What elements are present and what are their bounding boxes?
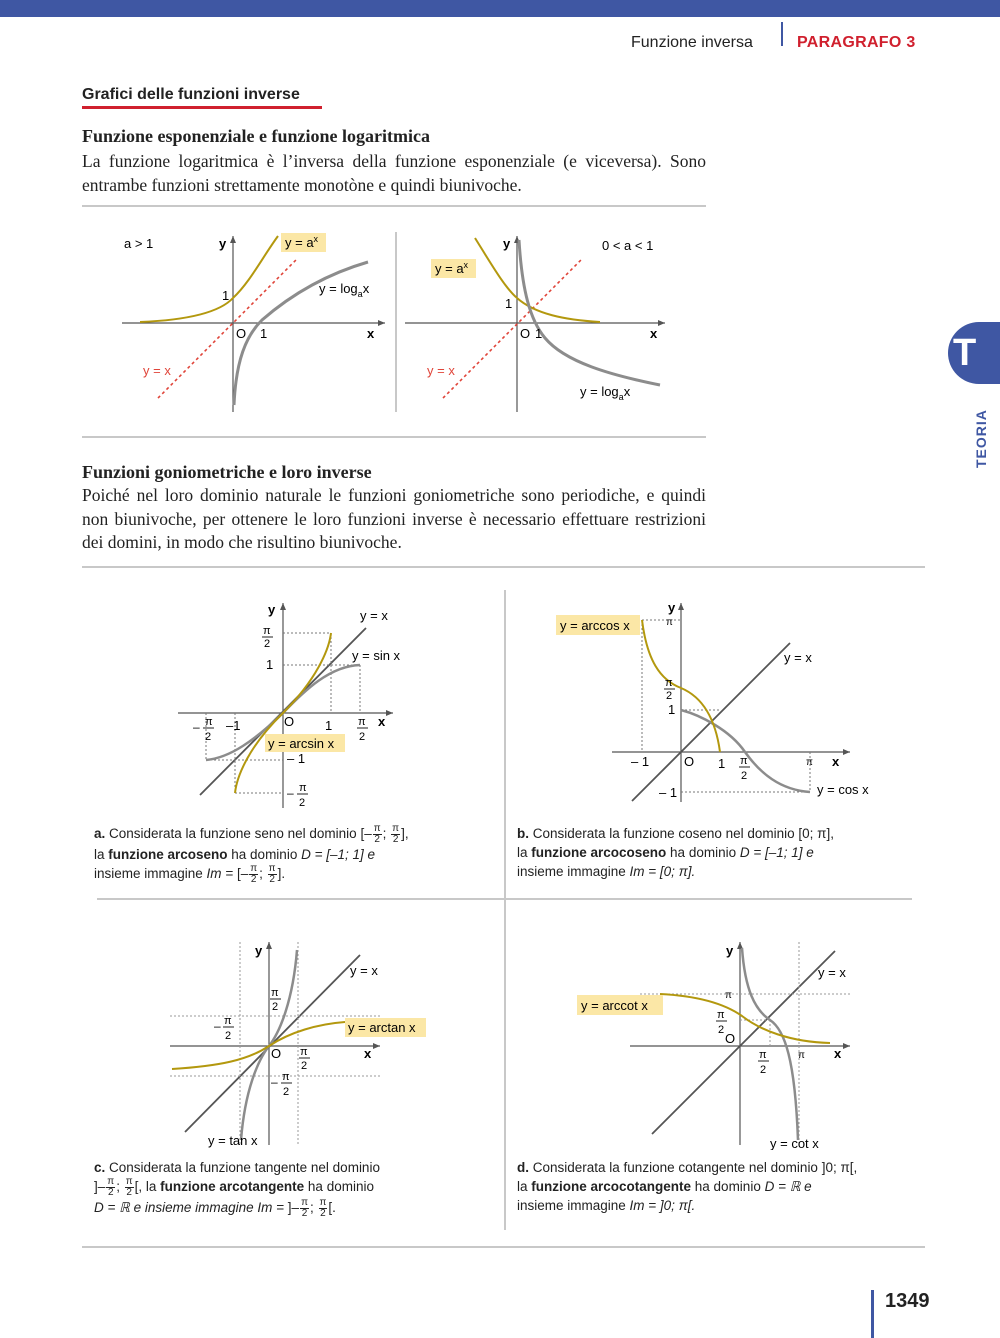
line-y-equals-x [652,951,835,1134]
y-minus-one-label: – 1 [659,785,678,800]
divider [97,898,912,900]
x-axis-label: x [367,326,375,341]
header-topic: Funzione inversa [631,34,753,51]
graph-arccot [570,935,880,1150]
line-label: y = x [143,363,171,378]
neg-pi-half-num: π [224,1015,232,1027]
section-title-underline [82,106,322,109]
exp-log-text: La funzione logaritmica è l’inversa della funzione esponenziale (e viceversa). Sono entrambe funzioni strettamente monotòne e quindi biunivoche. [82,151,706,195]
x-pi-half-den: 2 [741,770,748,782]
origin-label: O [684,754,695,769]
x-axis-label: x [364,1046,372,1061]
divider [82,1246,925,1248]
x-one-label: 1 [535,326,543,341]
caption-b-bold: funzione arcocoseno [531,845,667,860]
y-one-label: 1 [505,296,513,311]
curve-arccotangent [660,994,830,1043]
origin-label: O [725,1031,736,1046]
neg-pi-half-sign: – [214,1019,221,1033]
side-tab-letter: T [953,332,977,374]
y-neg-pi-half-num: π [282,1071,290,1083]
graph-exp-log-a-lt-1 [400,225,700,420]
y-minus-one-label: – 1 [287,751,306,766]
curve-exponential [140,236,278,322]
y-axis-label: y [503,236,511,251]
divider [82,566,925,568]
line-label: y = x [360,608,388,623]
caption-a-text1: Considerata la funzione seno nel dominio [105,826,361,842]
top-color-bar [0,0,1000,17]
cotangent-label: y = cot x [770,1136,819,1150]
caption-d-bold: funzione arcocotangente [531,1179,692,1194]
log-label: $y = \log_ax$ [319,281,370,299]
sine-label: y = sin x [352,648,401,663]
y-axis-label: y [219,236,227,251]
origin-label: O [520,326,531,341]
x-axis-label: x [832,754,840,769]
line-label: y = x [427,363,455,378]
y-pi-half-den: 2 [272,1001,279,1013]
caption-c-image-interval: ]– $\frac{\pi}{2}$ ; $\frac{\pi}{2}$ [. [287,1197,336,1219]
x-pi-half-num: π [300,1046,308,1058]
y-axis-label: y [268,602,276,617]
y-pi-half-den: 2 [264,638,271,650]
caption-a-bold: funzione arcoseno [108,847,228,862]
caption-b-letter: b. [517,826,529,841]
x-minus-pi-half-sign: – [193,720,200,734]
exp-log-subtitle: Funzione esponenziale e funzione logaritmica [82,126,430,146]
log-label: $y = \log_ax$ [580,384,631,402]
caption-c-bold: funzione arcotangente [160,1179,305,1195]
y-pi-half-den: 2 [718,1024,725,1036]
caption-c-domain-interval: ]– $\frac{\pi}{2}$ ; $\frac{\pi}{2}$ [ [94,1176,139,1198]
y-pi-half-num: π [717,1009,725,1021]
x-one-label: 1 [718,756,726,771]
tangent-label: y = tan x [208,1133,258,1148]
origin-label: O [284,714,295,729]
line-y-equals-x [158,259,297,398]
x-minus-one-label: –1 [226,718,241,733]
arcsine-label: y = arcsin x [268,736,335,751]
y-minus-pi-half-sign: – [287,786,294,800]
y-axis-label: y [668,600,676,615]
gonio-text: Poiché nel loro dominio naturale le funzioni goniometriche sono periodiche, e quindi non biunivoche, per ottenere le loro funzioni inverse è necessario effettuare restrizioni dei domini, in modo che risultino biunivoche. [82,485,706,552]
y-pi-half-num: π [665,677,673,689]
x-pi-half-num: π [358,716,366,728]
line-y-equals-x [443,259,582,398]
y-pi-half-den: 2 [666,690,673,702]
y-neg-pi-half-den: 2 [283,1086,290,1098]
caption-d-letter: d. [517,1160,529,1175]
y-neg-pi-half-sign: – [271,1075,278,1089]
graph-exp-log-a-gt-1 [110,225,390,420]
divider [82,205,706,207]
caption-b: b. Considerata la funzione coseno nel dominio [0; π], la funzione arcocoseno ha dominio D = [–1; 1] e insieme immagine Im = [0; π]. [517,826,834,879]
caption-a-domain-interval: [– $\frac{\pi}{2}$ ; $\frac{\pi}{2}$ ], [360,823,409,845]
x-pi-half-num: π [740,755,748,767]
vertical-divider [504,590,506,1230]
neg-pi-half-den: 2 [225,1030,232,1042]
y-pi-half-num: π [263,625,271,637]
x-pi-label: π [806,757,813,768]
gonio-subtitle: Funzioni goniometriche e loro inverse [82,462,372,482]
graph-arccos [550,595,880,810]
x-axis-label: x [650,326,658,341]
section-title: Grafici delle funzioni inverse [82,86,300,103]
y-pi-label: π [725,990,732,1001]
x-pi-label: π [798,1050,805,1061]
arctangent-label: y = arctan x [348,1020,416,1035]
caption-a-letter: a. [94,826,106,842]
origin-label: O [271,1046,282,1061]
exp-label: $y = a^x$ [285,234,319,250]
y-one-label: 1 [266,657,274,672]
x-minus-pi-half-num: π [205,716,213,728]
caption-c-letter: c. [94,1160,106,1175]
header-separator [781,22,783,46]
y-axis-label: y [726,943,734,958]
y-minus-pi-half-den: 2 [299,797,306,809]
graph-arcsin [170,595,410,815]
y-pi-half-num: π [271,987,279,999]
graph-divider [395,232,397,412]
caption-d: d. Considerata la funzione cotangente nel dominio ]0; π[, la funzione arcocotangente ha dominio D = ℝ e insieme immagine Im = ]0; π[. [517,1160,858,1213]
page-number: 1349 [885,1290,930,1312]
y-pi-label: π [666,617,673,628]
y-axis-label: y [255,943,263,958]
line-label: y = x [350,963,378,978]
divider [82,436,706,438]
x-axis-label: x [834,1046,842,1061]
side-tab-label [966,398,994,478]
line-label: y = x [818,965,846,980]
x-pi-half-den: 2 [359,731,366,743]
caption-a: a. Considerata la funzione seno nel dominio [– $\frac{\pi}{2}$ ; $\frac{\pi}{2}$ ], la funzione arcoseno ha dominio D = [–1; 1] e insieme immagine Im = [– $\frac{\pi}{2}$ ; $\frac{\pi}{2}$ ]. [94,823,409,885]
svg-text:TEORIA: TEORIA [973,409,989,468]
y-minus-pi-half-num: π [299,782,307,794]
header-paragraph: PARAGRAFO 3 [797,34,916,51]
graph-arctan [165,935,445,1150]
page-number-separator [871,1290,874,1338]
origin-label: O [236,326,247,341]
arccosine-label: y = arccos x [560,618,630,633]
curve-logarithm [519,240,660,385]
caption-a-image-interval: [– $\frac{\pi}{2}$ ; $\frac{\pi}{2}$ ]. [236,863,286,885]
cosine-label: y = cos x [817,782,869,797]
x-one-label: 1 [260,326,268,341]
caption-c: c. Considerata la funzione tangente nel dominio ]– $\frac{\pi}{2}$ ; $\frac{\pi}{2}$ [, la funzione arcotangente ha dominio D = ℝ e insieme immagine Im = ]– $\frac{\pi}{2}$ ; $\frac{\pi}{2}$ [. [94,1160,380,1219]
condition-label: a > 1 [124,236,154,251]
y-one-label: 1 [668,702,676,717]
line-label: y = x [784,650,812,665]
curve-exponential [475,238,600,322]
x-pi-half-den: 2 [301,1060,308,1072]
x-pi-half-den: 2 [760,1064,767,1076]
x-one-label: 1 [325,718,333,733]
x-minus-pi-half-den: 2 [205,731,212,743]
x-axis-label: x [378,714,386,729]
x-minus-one-label: – 1 [631,754,650,769]
x-pi-half-num: π [759,1049,767,1061]
y-one-label: 1 [222,288,230,303]
exp-label: $y = a^x$ [435,260,469,276]
condition-label: 0 < a < 1 [602,238,654,253]
arccotangent-label: y = arccot x [581,998,648,1013]
